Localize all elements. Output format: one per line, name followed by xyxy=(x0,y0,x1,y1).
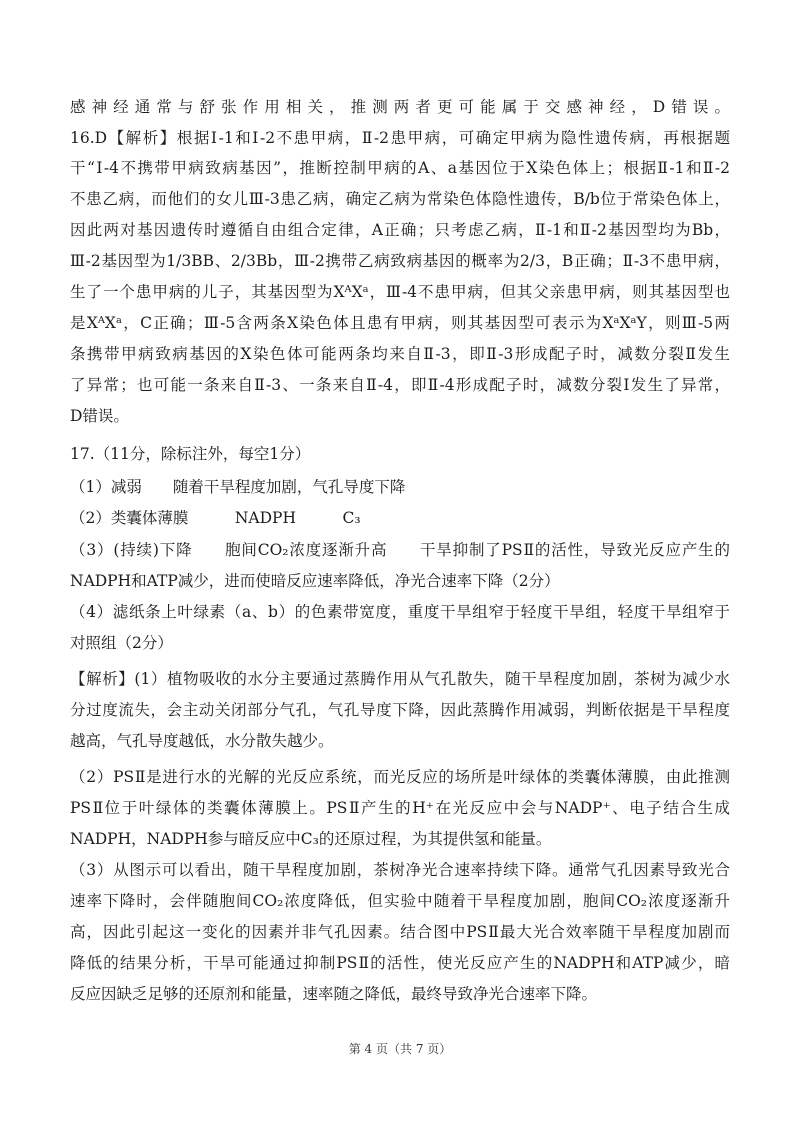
analysis-line: 降低的结果分析，干旱可能通过抑制PSⅡ的活性，使光反应产生的NADPH和ATP减少，暗 xyxy=(70,954,730,972)
text-line: 干“Ⅰ-4不携带甲病致病基因”，推断控制甲病的A、a基因位于X染色体上；根据Ⅱ-1和Ⅱ-2 xyxy=(70,159,730,177)
page-footer: 第 4 页（共 7 页） xyxy=(348,1042,452,1056)
text-line: 感神经通常与舒张作用相关，推测两者更可能属于交感神经，D错误。 xyxy=(70,98,730,116)
analysis-line: PSⅡ位于叶绿体的类囊体薄膜上。PSⅡ产生的H⁺在光反应中会与NADP⁺、电子结合生成 xyxy=(70,799,730,817)
analysis-line: 越高，气孔导度越低，水分散失越少。 xyxy=(70,732,334,750)
text-line: 了异常；也可能一条来自Ⅱ-3、一条来自Ⅱ-4，即Ⅱ-4形成配子时，减数分裂Ⅰ发生了异常， xyxy=(70,376,730,394)
text-line: 不患乙病，而他们的女儿Ⅲ-3患乙病，确定乙病为常染色体隐性遗传，B/b位于常染色体上， xyxy=(70,190,730,208)
answer-line: NADPH和ATP减少，进而使暗反应速率降低，净光合速率下降（2分） xyxy=(70,572,560,590)
text-line: 是XᴬXᵃ，C正确；Ⅲ-5含两条X染色体且患有甲病，则其基因型可表示为XᵃXᵃY，则Ⅲ-5两 xyxy=(70,314,730,332)
text-line: Ⅲ-2基因型为1/3BB、2/3Bb，Ⅲ-2携带乙病致病基因的概率为2/3，B正确；Ⅱ-3不患甲病， xyxy=(70,252,730,270)
analysis-line: （3）从图示可以看出，随干旱程度加剧，茶树净光合速率持续下降。通常气孔因素导致光合 xyxy=(70,861,730,879)
text-line: 因此两对基因遗传时遵循自由组合定律，A正确；只考虑乙病，Ⅱ-1和Ⅱ-2基因型均为Bb， xyxy=(70,221,730,239)
question-heading: 17.（11分，除标注外，每空1分） xyxy=(70,445,311,463)
text-line: 16.D【解析】根据Ⅰ-1和Ⅰ-2不患甲病，Ⅱ-2患甲病，可确定甲病为隐性遗传病，再根据题 xyxy=(70,129,730,147)
analysis-line: 高，因此引起这一变化的因素并非气孔因素。结合图中PSⅡ最大光合效率随干旱程度加剧而 xyxy=(70,923,730,941)
answer-line: （4）滤纸条上叶绿素（a、b）的色素带宽度，重度干旱组窄于轻度干旱组，轻度干旱组窄于 xyxy=(70,603,730,621)
answer-line: （1）减弱 随着干旱程度加剧，气孔导度下降 xyxy=(70,478,406,496)
analysis-line: 【解析】(1）植物吸收的水分主要通过蒸腾作用从气孔散失，随干旱程度加剧，茶树为减少水 xyxy=(70,670,730,688)
analysis-line: （2）PSⅡ是进行水的光解的光反应系统，而光反应的场所是叶绿体的类囊体薄膜，由此推测 xyxy=(70,768,730,786)
analysis-line: 速率下降时，会伴随胞间CO₂浓度降低，但实验中随着干旱程度加剧，胞间CO₂浓度逐渐升 xyxy=(70,892,730,910)
answer-line: （2）类囊体薄膜 NADPH C₃ xyxy=(70,509,361,527)
analysis-line: 分过度流失，会主动关闭部分气孔，气孔导度下降，因此蒸腾作用减弱，判断依据是干旱程度 xyxy=(70,701,730,719)
text-line: D错误。 xyxy=(70,407,129,425)
text-line: 生了一个患甲病的儿子，其基因型为XᴬXᵃ，Ⅲ-4不患甲病，但其父亲患甲病，则其基因型也 xyxy=(70,283,730,301)
analysis-line: NADPH，NADPH参与暗反应中C₃的还原过程，为其提供氢和能量。 xyxy=(70,830,552,848)
answer-line: （3）(持续)下降 胞间CO₂浓度逐渐升高 干旱抑制了PSⅡ的活性，导致光反应产生的 xyxy=(70,541,730,559)
analysis-line: 反应因缺乏足够的还原剂和能量，速率随之降低，最终导致净光合速率下降。 xyxy=(70,985,598,1003)
text-line: 条携带甲病致病基因的X染色体可能两条均来自Ⅱ-3，即Ⅱ-3形成配子时，减数分裂Ⅱ发生 xyxy=(70,345,730,363)
answer-line: 对照组（2分） xyxy=(70,634,173,652)
